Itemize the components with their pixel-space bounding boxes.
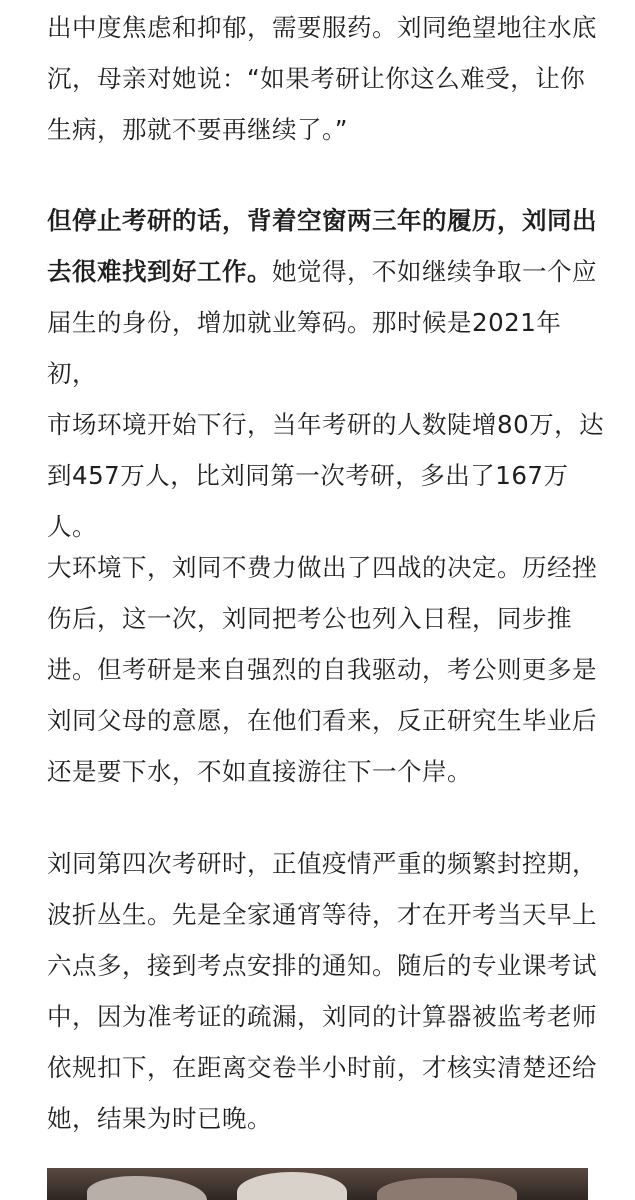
paragraph-2 xyxy=(47,195,607,552)
photo-shape xyxy=(87,1176,207,1200)
paragraph-line: 沉，母亲对她说：“如果考研让你这么难受，让你 xyxy=(47,64,586,93)
paragraph-line: 刘同第四次考研时，正值疫情严重的频繁封控期， xyxy=(47,849,597,878)
photo-shape xyxy=(237,1172,347,1200)
paragraph-line: 到457万人，比刘同第一次考研，多出了167万 xyxy=(47,461,569,490)
paragraph-text: 她觉得，不如继续争取一个应 xyxy=(272,257,597,286)
paragraph-line: 她，结果为时已晚。 xyxy=(47,1104,272,1133)
paragraph-line xyxy=(47,195,607,246)
paragraph-line: 届生的身份，增加就业筹码。那时候是2021年初， xyxy=(47,308,562,388)
paragraph-line: 依规扣下，在距离交卷半小时前，才核实清楚还给 xyxy=(47,1053,597,1082)
paragraph-line: 伤后，这一次，刘同把考公也列入日程，同步推 xyxy=(47,604,572,633)
paragraph-line: 市场环境开始下行，当年考研的人数陡增80万，达 xyxy=(47,410,605,439)
paragraph-line: 进。但考研是来自强烈的自我驱动，考公则更多是 xyxy=(47,655,597,684)
paragraph-line: 中，因为准考证的疏漏，刘同的计算器被监考老师 xyxy=(47,1002,597,1031)
paragraph-line: 生病，那就不要再继续了。” xyxy=(47,115,348,144)
article-photo[interactable] xyxy=(47,1168,588,1200)
paragraph-4 xyxy=(47,838,607,1144)
paragraph-line: 大环境下，刘同不费力做出了四战的决定。历经挫 xyxy=(47,553,597,582)
bold-emphasis: 但停止考研的话，背着空窗两三年的履历，刘同出 xyxy=(47,206,597,235)
paragraph-line: 还是要下水，不如直接游往下一个岸。 xyxy=(47,757,472,786)
paragraph-line: 波折丛生。先是全家通宵等待，才在开考当天早上 xyxy=(47,900,597,929)
bold-emphasis: 去很难找到好工作。 xyxy=(47,257,272,286)
paragraph-line xyxy=(47,246,607,297)
paragraph-line: 六点多，接到考点安排的通知。随后的专业课考试 xyxy=(47,951,597,980)
paragraph-3 xyxy=(47,542,607,797)
photo-shape xyxy=(377,1178,517,1200)
paragraph-line: 刘同父母的意愿，在他们看来，反正研究生毕业后 xyxy=(47,706,597,735)
paragraph-line: 出中度焦虑和抑郁，需要服药。刘同绝望地往水底 xyxy=(47,13,597,42)
paragraph-1 xyxy=(47,2,607,155)
paragraph-line: 人。 xyxy=(47,512,97,541)
